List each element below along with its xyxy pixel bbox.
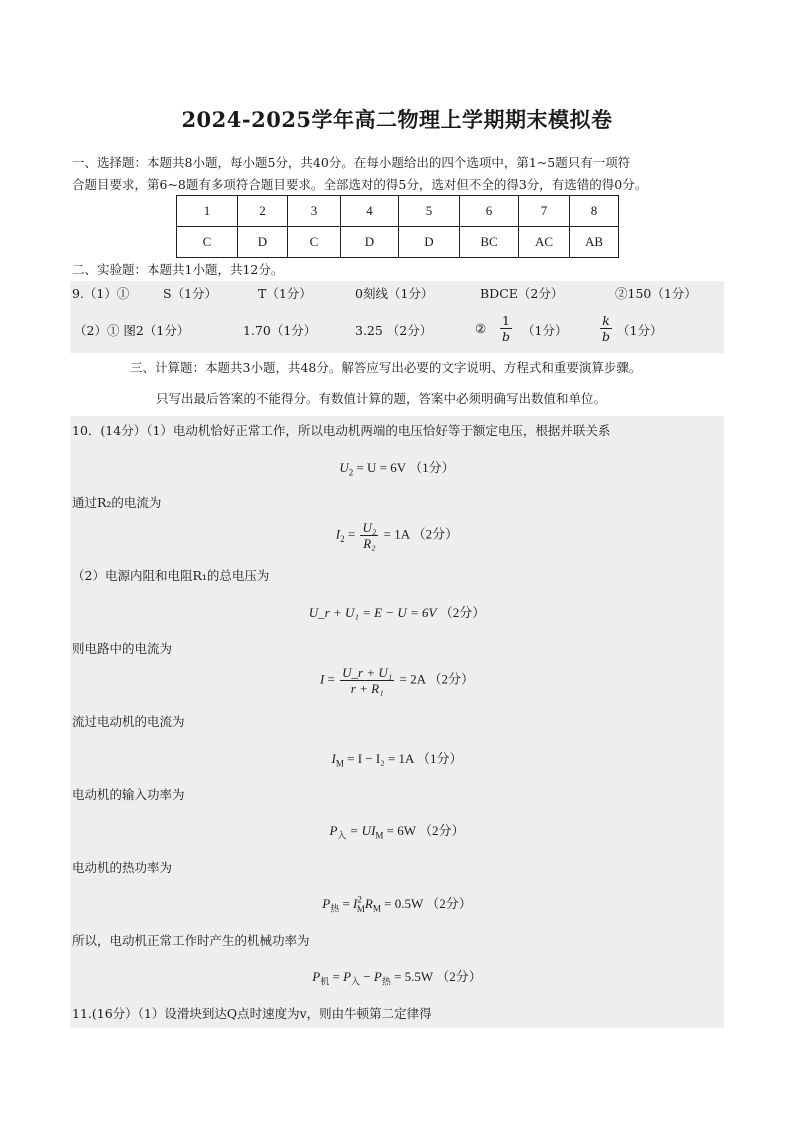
formula-expr: = U = 6V [356, 460, 406, 475]
q9-frac-k-over-b [598, 313, 614, 344]
q10-formula-4: I = $\frac{\text{U\_r + U₁}}{\text{r + R₁}}$ = 2A （2分） [319, 665, 475, 696]
formula-expr: U_r + U₁ = E − U = 6V [308, 605, 437, 620]
section1-line2: 合题目要求，第6~8题有多项符合题目要求。全部选对的得5分，选对但不全的得3分，有选错的得0分。 [72, 177, 648, 192]
page-title: 2024-2025学年高二物理上学期期末模拟卷 [181, 107, 613, 132]
q9-answer-block [70, 281, 724, 353]
q10-formula-3 [70, 602, 724, 621]
q10-formula-5: $I_M = I - I_2 = 1A$ （1分） [331, 751, 463, 769]
q9-frac1-score: （1分） [522, 323, 568, 338]
q10-text-4: 则电路中的电流为 [72, 641, 173, 656]
question-number: 7 [519, 196, 570, 227]
section3-line2: 只写出最后答案的不能得分。有数值计算的题，答案中必须明确写出数值和单位。 [156, 391, 607, 406]
frac-numerator: U_r + U₁ [342, 665, 393, 680]
frac-numerator: 1 [500, 313, 512, 329]
formula-unit: = 0.5W [384, 896, 423, 911]
formula-rest: = 2A [399, 671, 426, 687]
q9-part2-label: （2）① 图2（1分） [74, 323, 190, 338]
q11-intro: 11.(16分）（1）设滑块到达Q点时速度为v，则由牛顿第二定律得 [72, 1006, 432, 1021]
q9-part1-label: 9.（1）① [72, 286, 130, 301]
answer-cell: D [399, 227, 460, 258]
frac-numerator: k [600, 313, 612, 329]
frac-denominator: b [502, 329, 511, 344]
q10-text-3: （2）电源内阻和电阻R₁的总电压为 [72, 568, 270, 583]
section3-line1: 三、计算题：本题共3小题，共48分。解答应写出必要的文字说明、方程式和重要演算步骤。 [130, 360, 642, 375]
section1-instructions [72, 152, 724, 196]
formula-score: （2分） [428, 671, 475, 687]
formula-expr: = UI [349, 823, 376, 838]
answer-cell: AC [519, 227, 570, 258]
q10-formula-1: $U_2 = U = 6V$ （1分） [339, 460, 455, 478]
question-number: 3 [288, 196, 341, 227]
q9-answer-t: T（1分） [258, 286, 312, 301]
answer-table-number-row [177, 196, 619, 227]
answer-table-answer-row [177, 227, 619, 258]
answer-cell: C [288, 227, 341, 258]
q10-text-2: 通过R₂的电流为 [72, 495, 162, 510]
question-number: 2 [238, 196, 288, 227]
q10-text-5: 流过电动机的电流为 [72, 714, 185, 729]
question-number: 4 [341, 196, 399, 227]
section2-heading: 二、实验题：本题共1小题，共12分。 [72, 262, 284, 277]
q9-frac-1-over-b [498, 313, 514, 344]
q9-part2-circle2: ② [475, 321, 487, 336]
q9-answer-zero-line: 0刻线（1分） [355, 286, 434, 301]
answer-cell: D [238, 227, 288, 258]
frac-denominator: b [602, 329, 611, 344]
formula-score: （2分） [436, 969, 482, 984]
formula-score: （1分） [416, 751, 463, 766]
q10-formula-6: $P_入 = UI_M = 6W$ （2分） [329, 823, 465, 841]
formula-expr: = I − I₂ = 1A [347, 751, 414, 766]
q10-formula-2: $I_2$ = $\frac{\text{U₂}}{\text{R₂}}$ = 1A （2分） [335, 520, 459, 551]
question-number: 1 [177, 196, 238, 227]
answer-table [176, 195, 619, 258]
q9-answer-170: 1.70（1分） [243, 323, 317, 338]
section1-line1: 一、选择题：本题共8小题，每小题5分，共40分。在每小题给出的四个选项中，第1~5题只有一项符 [72, 155, 631, 170]
q9-answer-325: 3.25 （2分） [355, 323, 433, 338]
answer-cell: BC [460, 227, 519, 258]
formula-score: （2分） [412, 526, 459, 542]
q9-answer-150: ②150（1分） [615, 286, 697, 301]
q9-answer-s: S（1分） [163, 286, 218, 301]
frac-denominator: r + R₁ [350, 681, 384, 696]
frac-denominator: R₂ [363, 536, 376, 551]
question-number: 6 [460, 196, 519, 227]
frac-numerator: U₂ [362, 520, 377, 535]
answer-cell: AB [570, 227, 619, 258]
formula-score: （2分） [419, 823, 465, 838]
formula-unit: = 6W [386, 823, 416, 838]
formula-score: （1分） [409, 460, 455, 475]
answer-cell: C [177, 227, 238, 258]
question-number: 5 [399, 196, 460, 227]
formula-score: （2分） [426, 896, 472, 911]
q10-text-7: 电动机的热功率为 [72, 860, 173, 875]
q10-formula-7: $P_热 = I^2_MR_M = 0.5W$ （2分） [322, 894, 472, 914]
question-number: 8 [570, 196, 619, 227]
formula-score: （2分） [439, 605, 486, 620]
q10-formula-8: $P_机 = P_入 - P_热 = 5.5W$ （2分） [312, 969, 482, 987]
answer-cell: D [341, 227, 399, 258]
q10-text-6: 电动机的输入功率为 [72, 787, 185, 802]
q9-frac2-score: （1分） [617, 323, 663, 338]
formula-unit: = 5.5W [394, 969, 433, 984]
q10-intro: 10．(14分）（1）电动机恰好正常工作，所以电动机两端的电压恰好等于额定电压，根据并联关系 [72, 423, 611, 438]
q10-text-8: 所以，电动机正常工作时产生的机械功率为 [72, 933, 310, 948]
q9-answer-order: BDCE（2分） [480, 286, 564, 301]
formula-rest: = 1A [383, 526, 410, 542]
